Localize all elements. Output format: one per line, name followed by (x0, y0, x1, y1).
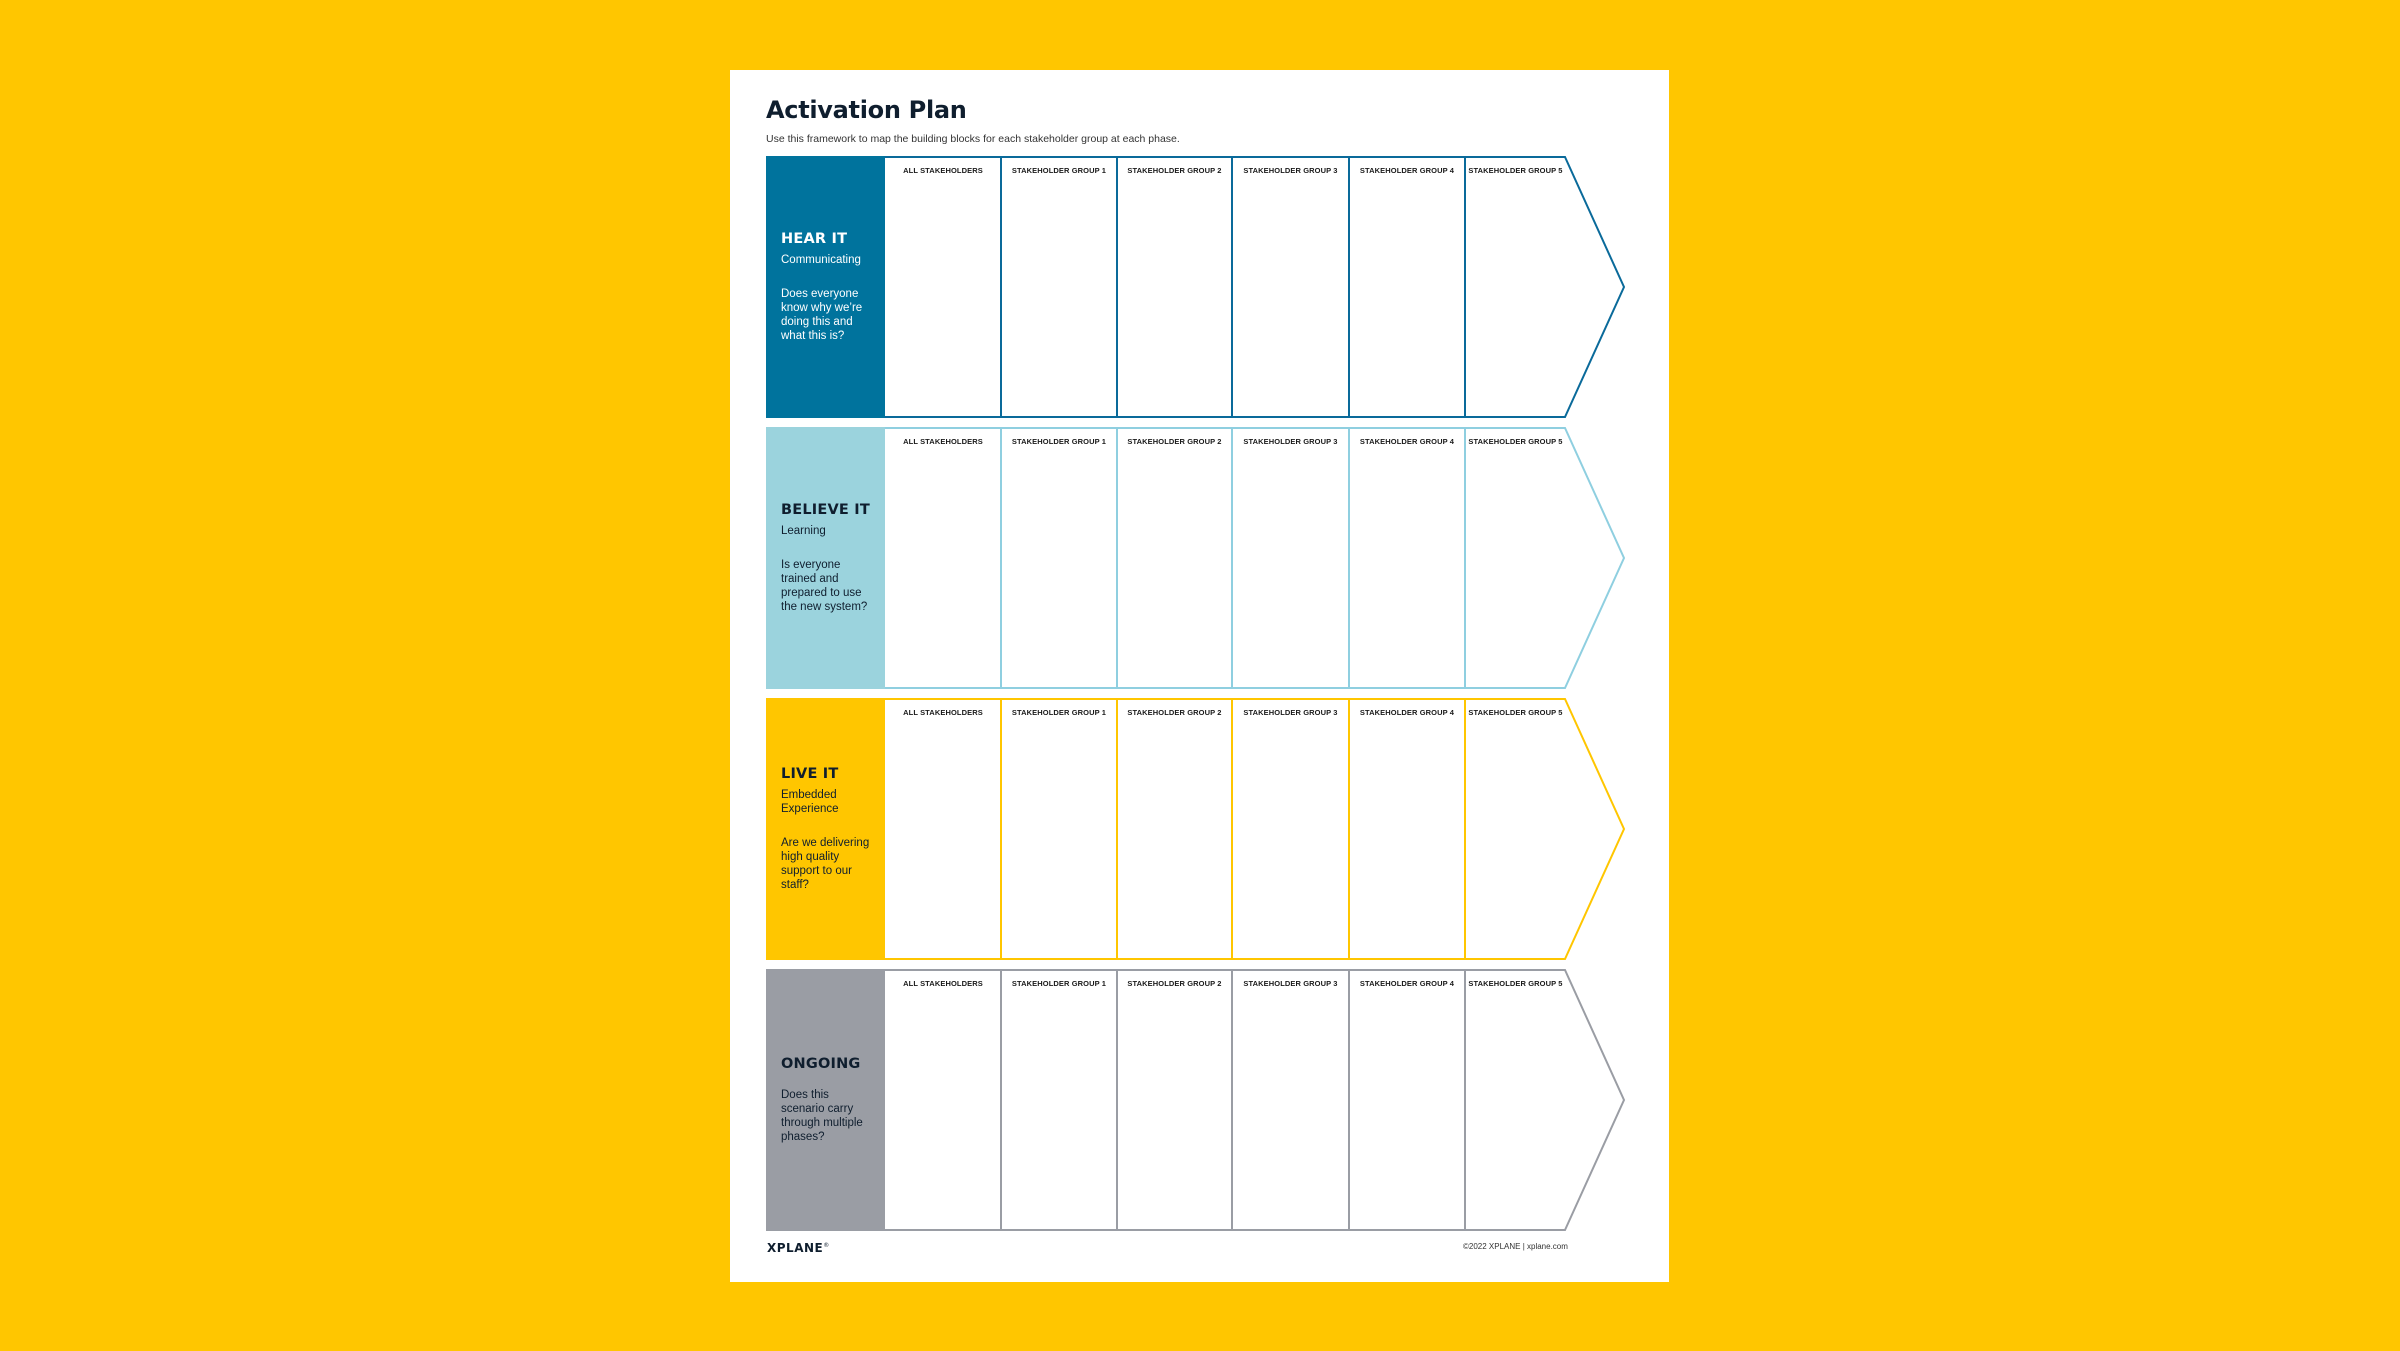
column-header: STAKEHOLDER GROUP 4 (1359, 979, 1455, 988)
worksheet-page (730, 70, 1669, 1282)
column-header: STAKEHOLDER GROUP 1 (1011, 708, 1107, 717)
phase-label-panel (766, 156, 885, 418)
column-header: STAKEHOLDER GROUP 2 (1127, 166, 1222, 175)
arrow-outline (767, 699, 1624, 959)
column-header: ALL STAKEHOLDERS (903, 708, 983, 717)
phase-row (766, 427, 1626, 689)
phase-question: Are we delivering high quality support to our staff? (781, 837, 870, 891)
column-header: STAKEHOLDER GROUP 2 (1127, 708, 1222, 717)
column-header: STAKEHOLDER GROUP 3 (1243, 437, 1338, 446)
phase-arrow-frame (766, 427, 1626, 689)
column-header: STAKEHOLDER GROUP 1 (1011, 979, 1107, 988)
column-header: STAKEHOLDER GROUP 5 (1468, 166, 1563, 175)
phase-name: ONGOING (781, 1056, 861, 1072)
column-header: STAKEHOLDER GROUP 2 (1127, 437, 1222, 446)
column-header: STAKEHOLDER GROUP 5 (1468, 979, 1563, 988)
phase-row (766, 698, 1626, 960)
xplane-logo: XPLANE® (767, 1241, 830, 1255)
arrow-outline (767, 157, 1624, 417)
column-header: STAKEHOLDER GROUP 1 (1011, 437, 1107, 446)
column-header: STAKEHOLDER GROUP 4 (1359, 708, 1455, 717)
column-header: ALL STAKEHOLDERS (903, 166, 983, 175)
column-header: STAKEHOLDER GROUP 2 (1127, 979, 1222, 988)
column-header: STAKEHOLDER GROUP 1 (1011, 166, 1107, 175)
phase-row (766, 969, 1626, 1231)
column-header: STAKEHOLDER GROUP 3 (1243, 708, 1338, 717)
phase-label-panel (766, 698, 885, 960)
phase-label-panel (766, 969, 885, 1231)
phase-subtitle: Learning (781, 525, 826, 537)
arrow-outline (767, 428, 1624, 688)
phase-label-panel (766, 427, 885, 689)
phase-question: Is everyone trained and prepared to use the new system? (781, 559, 868, 613)
phase-name: BELIEVE IT (781, 502, 870, 518)
column-header: ALL STAKEHOLDERS (903, 437, 983, 446)
column-header: STAKEHOLDER GROUP 3 (1243, 166, 1338, 175)
column-header: STAKEHOLDER GROUP 5 (1468, 708, 1563, 717)
column-header: STAKEHOLDER GROUP 3 (1243, 979, 1338, 988)
phase-row (766, 156, 1626, 418)
column-header: STAKEHOLDER GROUP 4 (1359, 437, 1455, 446)
page-title: Activation Plan (766, 96, 967, 124)
phase-subtitle: Communicating (781, 254, 861, 266)
phase-question: Does this scenario carry through multiple phases? (781, 1089, 863, 1143)
column-header: ALL STAKEHOLDERS (903, 979, 983, 988)
phase-arrow-frame (766, 698, 1626, 960)
phase-arrow-frame (766, 156, 1626, 418)
phase-question: Does everyone know why we’re doing this and what this is? (781, 288, 863, 342)
phase-subtitle: Embedded Experience (781, 789, 839, 815)
phase-rows (766, 156, 1626, 1231)
column-header: STAKEHOLDER GROUP 4 (1359, 166, 1455, 175)
arrow-outline (767, 970, 1624, 1230)
phase-name: LIVE IT (781, 766, 839, 782)
phase-name: HEAR IT (781, 231, 848, 247)
column-header: STAKEHOLDER GROUP 5 (1468, 437, 1563, 446)
copyright-text: ©2022 XPLANE | xplane.com (1463, 1242, 1568, 1251)
page-subtitle: Use this framework to map the building blocks for each stakeholder group at each phase. (766, 133, 1180, 145)
phase-arrow-frame (766, 969, 1626, 1231)
